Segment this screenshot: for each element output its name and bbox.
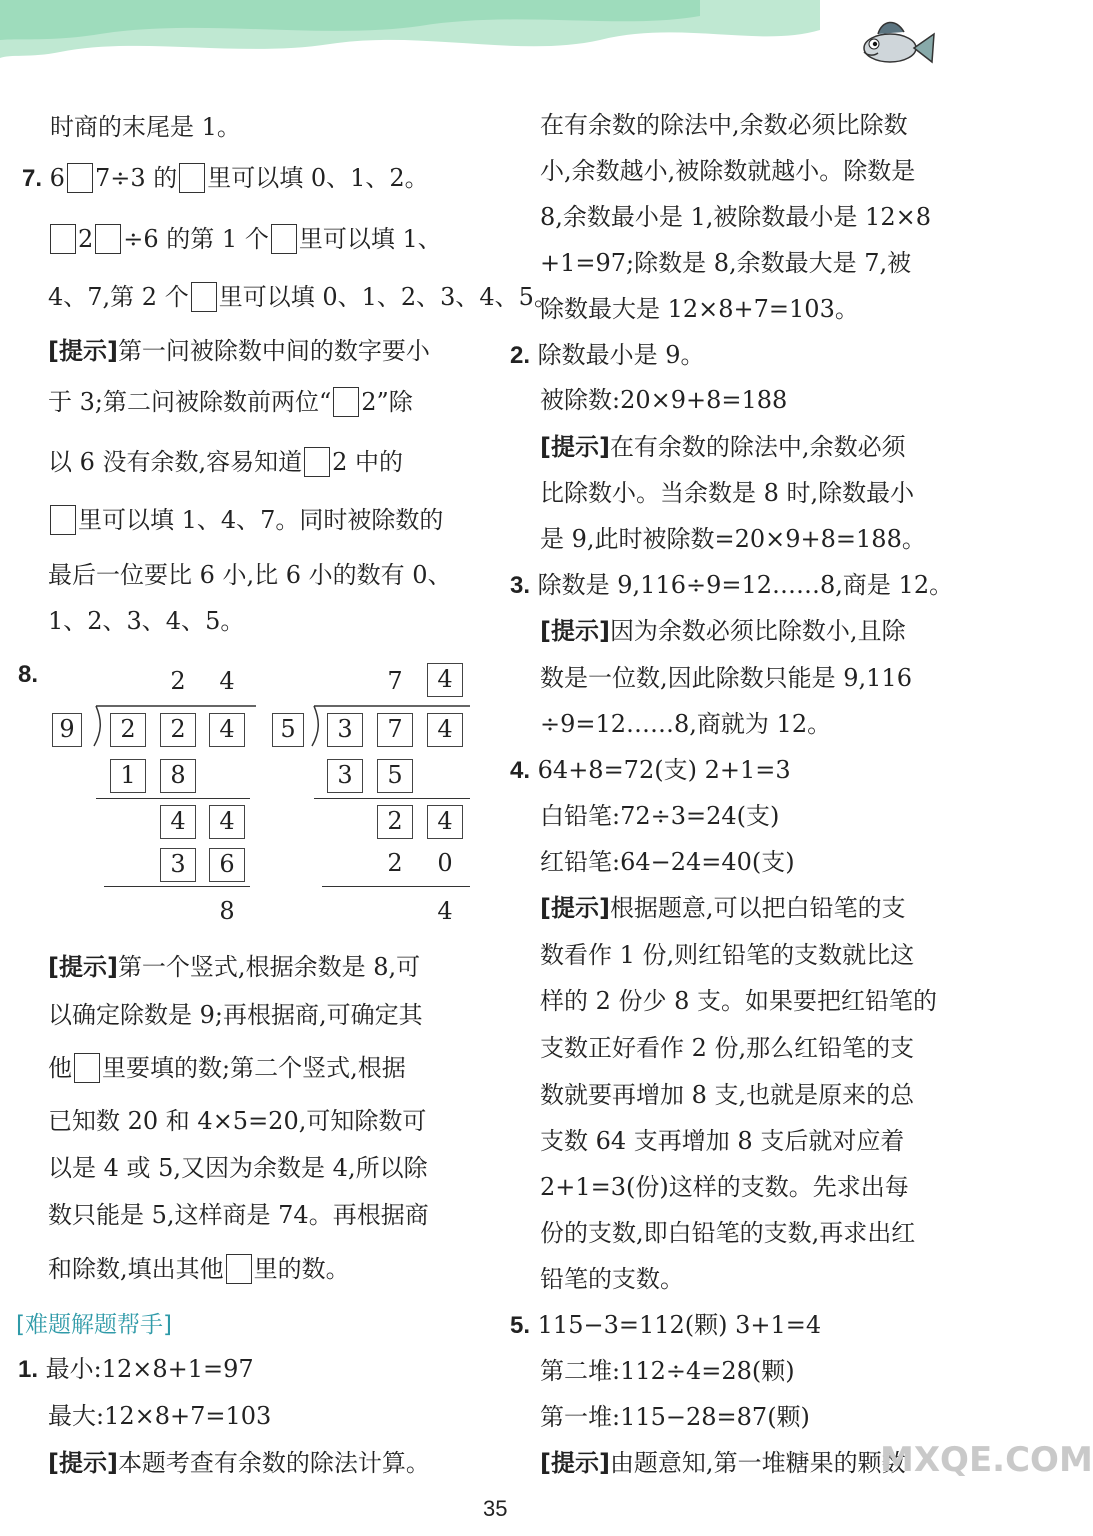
- text: 除数最小是 9。: [537, 341, 705, 369]
- product-box: 3: [160, 848, 196, 882]
- text: 64+8=72(支) 2+1=3: [537, 756, 791, 784]
- question-number: 7.: [22, 165, 43, 192]
- question-number: 8.: [18, 661, 39, 688]
- text: 本题考查有余数的除法计算。: [117, 1449, 430, 1477]
- text: 里可以填 0、1、2、3、4、5。: [218, 283, 558, 311]
- text: 于 3;第二问被除数前两位“: [48, 388, 332, 416]
- text: 115−3=112(颗) 3+1=4: [537, 1311, 822, 1339]
- answer-line: 最大:12×8+7=103: [48, 1402, 272, 1430]
- hint-label: [提示]: [48, 1449, 118, 1477]
- answer-line: [18, 1354, 254, 1385]
- answer-line: [48, 224, 442, 254]
- hint-line: 样的 2 份少 8 支。如果要把红铅笔的: [540, 987, 938, 1015]
- text: 和除数,填出其他: [48, 1255, 224, 1283]
- division-line: [314, 798, 470, 799]
- dividend-box: 2: [110, 713, 146, 747]
- hint-line: 是 9,此时被除数=20×9+8=188。: [540, 525, 926, 553]
- hint-line: ÷9=12……8,商就为 12。: [540, 710, 832, 738]
- text: 在有余数的除法中,余数必须: [609, 433, 906, 461]
- blank-box: [95, 224, 121, 254]
- answer-line: +1=97;除数是 8,余数最大是 7,被: [540, 249, 912, 277]
- answer-line: 除数最大是 12×8+7=103。: [540, 295, 859, 323]
- product-box: 5: [377, 759, 413, 793]
- remainder-digit: 4: [437, 897, 453, 925]
- hint-line: [48, 952, 420, 982]
- hint-line: [540, 893, 906, 923]
- text: 里可以填 0、1、2。: [207, 164, 429, 192]
- hint-line: 2+1=3(份)这样的支数。先求出每: [540, 1173, 909, 1201]
- text: 4、7,第 2 个: [48, 283, 189, 311]
- question-number: 2.: [510, 342, 531, 369]
- hint-line: 数是一位数,因此除数只能是 9,116: [540, 664, 912, 692]
- blank-box: [67, 163, 93, 193]
- text: 2: [78, 225, 94, 253]
- hint-line: [48, 387, 413, 417]
- hint-line: [48, 336, 430, 366]
- hint-line: 份的支数,即白铅笔的支数,再求出红: [540, 1219, 916, 1247]
- blank-box: [50, 224, 76, 254]
- text: 2 中的: [332, 448, 404, 476]
- section-heading: [难题解题帮手]: [16, 1312, 172, 1338]
- product-box: 8: [160, 759, 196, 793]
- hint-line: [48, 1448, 430, 1478]
- hint-line: 铅笔的支数。: [540, 1265, 684, 1293]
- question-number: 3.: [510, 572, 531, 599]
- text: 由题意知,第一堆糖果的颗数: [609, 1449, 906, 1477]
- hint-line: 比除数小。当余数是 8 时,除数最小: [540, 479, 915, 507]
- product-box: 1: [110, 759, 146, 793]
- blank-box: [179, 163, 205, 193]
- answer-line: 在有余数的除法中,余数必须比除数: [540, 111, 908, 139]
- text: 他: [48, 1054, 72, 1082]
- blank-box: [226, 1254, 252, 1284]
- divisor-box: 9: [52, 713, 82, 747]
- hint-line: 数只能是 5,这样商是 74。再根据商: [48, 1201, 429, 1229]
- dividend-box: 2: [160, 713, 196, 747]
- answer-line: [510, 755, 791, 786]
- hint-line: [48, 1053, 406, 1083]
- division-line: [322, 886, 470, 887]
- text: 除数是 9,116÷9=12……8,商是 12。: [537, 571, 954, 599]
- product-box: 6: [209, 848, 245, 882]
- product-digit: 0: [437, 849, 453, 877]
- divisor-box: 5: [272, 713, 304, 747]
- remainder-box: 2: [377, 805, 413, 839]
- hint-line: 1、2、3、4、5。: [48, 607, 245, 635]
- blank-box: [271, 224, 297, 254]
- text: 最小:12×8+1=97: [45, 1355, 254, 1383]
- text: 第一问被除数中间的数字要小: [117, 337, 430, 365]
- quotient-digit: 4: [219, 667, 235, 695]
- text: 里可以填 1、4、7。同时被除数的: [78, 506, 444, 534]
- question-number: 1.: [18, 1356, 39, 1383]
- hint-line: 最后一位要比 6 小,比 6 小的数有 0、: [48, 561, 452, 589]
- text: 因为余数必须比除数小,且除: [609, 617, 906, 645]
- answer-line: [22, 163, 429, 194]
- answer-line: 第一堆:115−28=87(颗): [540, 1403, 810, 1431]
- fish-illustration-icon: [848, 12, 938, 72]
- hint-line: 支数 64 支再增加 8 支后就对应着: [540, 1127, 905, 1155]
- text: 7÷3 的: [94, 164, 178, 192]
- text: 第一个竖式,根据余数是 8,可: [117, 953, 421, 981]
- answer-line: [510, 340, 705, 371]
- dividend-box: 7: [377, 713, 413, 747]
- product-digit: 2: [387, 849, 403, 877]
- answer-line: [48, 282, 558, 312]
- hint-label: [提示]: [540, 433, 610, 461]
- remainder-box: 4: [160, 805, 196, 839]
- text: 里可以填 1、: [298, 225, 442, 253]
- remainder-box: 4: [427, 805, 463, 839]
- quotient-box: 4: [427, 663, 463, 697]
- hint-line: 已知数 20 和 4×5=20,可知除数可: [48, 1107, 427, 1135]
- hint-label: [提示]: [540, 617, 610, 645]
- hint-line: 以确定除数是 9;再根据商,可确定其: [48, 1001, 423, 1029]
- blank-box: [333, 387, 359, 417]
- hint-line: 支数正好看作 2 份,那么红铅笔的支: [540, 1034, 915, 1062]
- answer-line: 白铅笔:72÷3=24(支): [540, 802, 780, 830]
- answer-line: 红铅笔:64−24=40(支): [540, 848, 795, 876]
- hint-line: [540, 1448, 906, 1478]
- hint-label: [提示]: [48, 953, 118, 981]
- blank-box: [304, 447, 330, 477]
- page-number: 35: [483, 1496, 508, 1521]
- text: 以 6 没有余数,容易知道: [48, 448, 303, 476]
- quotient-digit: 2: [170, 667, 186, 695]
- dividend-box: 3: [327, 713, 363, 747]
- question-number: 5.: [510, 1312, 531, 1339]
- division-line: [104, 886, 250, 887]
- hint-line: [540, 432, 906, 462]
- blank-box: [191, 282, 217, 312]
- dividend-box: 4: [427, 713, 463, 747]
- watermark: MXQE.COM: [880, 1440, 1093, 1480]
- answer-line: 被除数:20×9+8=188: [540, 386, 788, 414]
- text: 根据题意,可以把白铅笔的支: [609, 894, 906, 922]
- text: 里的数。: [253, 1255, 350, 1283]
- hint-label: [提示]: [48, 337, 118, 365]
- answer-line: 小,余数越小,被除数就越小。除数是: [540, 157, 916, 185]
- remainder-digit: 8: [219, 897, 235, 925]
- text: ÷6 的第 1 个: [123, 225, 269, 253]
- hint-line: 数看作 1 份,则红铅笔的支数就比这: [540, 941, 915, 969]
- hint-line: [48, 1254, 350, 1284]
- hint-line: 数就要再增加 8 支,也就是原来的总: [540, 1081, 915, 1109]
- answer-line: [510, 1310, 821, 1341]
- text: 里要填的数;第二个竖式,根据: [102, 1054, 406, 1082]
- hint-line: 以是 4 或 5,又因为余数是 4,所以除: [48, 1154, 428, 1182]
- dividend-box: 4: [209, 713, 245, 747]
- division-line: [96, 798, 250, 799]
- answer-line: 第二堆:112÷4=28(颗): [540, 1357, 795, 1385]
- blank-box: [50, 505, 76, 535]
- hint-label: [提示]: [540, 1449, 610, 1477]
- answer-line: [510, 570, 953, 601]
- blank-box: [74, 1053, 100, 1083]
- quotient-digit: 7: [387, 667, 403, 695]
- product-box: 3: [327, 759, 363, 793]
- question-number: 4.: [510, 757, 531, 784]
- hint-line: [48, 505, 443, 535]
- hint-line: [48, 447, 403, 477]
- text: 6: [49, 164, 65, 192]
- text: 2”除: [361, 388, 413, 416]
- hint-label: [提示]: [540, 894, 610, 922]
- hint-line: [540, 616, 906, 646]
- answer-line: 时商的末尾是 1。: [50, 113, 241, 141]
- answer-line: 8,余数最小是 1,被除数最小是 12×8: [540, 203, 931, 231]
- remainder-box: 4: [209, 805, 245, 839]
